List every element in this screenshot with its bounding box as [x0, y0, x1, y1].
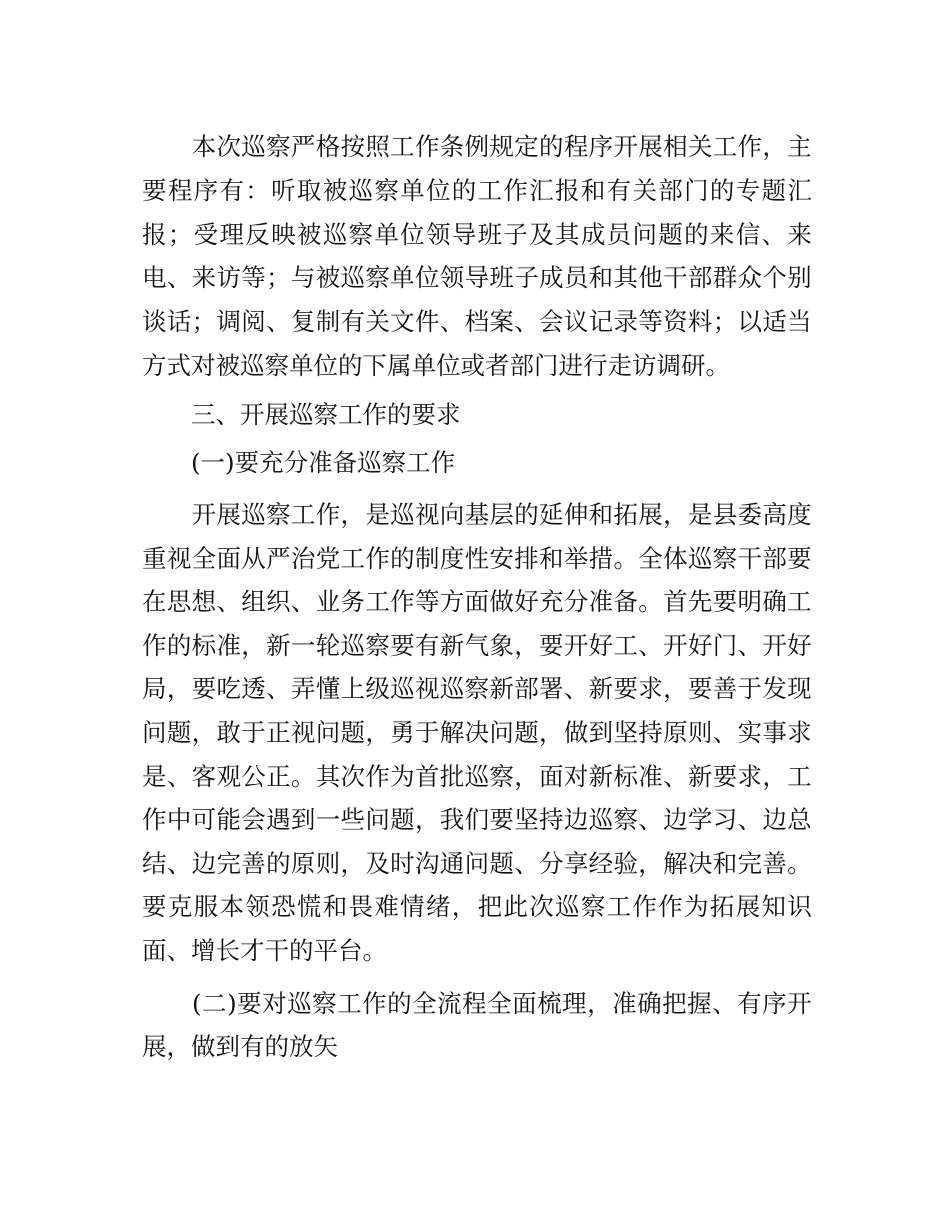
text-line: 作 中 可 能 会 遇 到 一 些 问 题 ， 我 们 要 坚 持 边 巡 察 、 边 学 习 、 边 总 — [142, 805, 812, 834]
subsection-heading: (一)要充分准备巡察工作 — [142, 448, 456, 477]
text-line: 电 、 来 访 等 ； 与 被 巡 察 单 位 领 导 班 子 成 员 和 其 他 干 部 群 众 个 别 — [142, 263, 812, 292]
text-line: 局 ， 要 吃 透 、 弄 懂 上 级 巡 视 巡 察 新 部 署 、 新 要 求 ， 要 善 于 发 现 — [142, 674, 812, 703]
text-line: 是 、 客 观 公 正 。 其 次 作 为 首 批 巡 察 ， 面 对 新 标 准 、 新 要 求 ， 工 — [142, 762, 812, 791]
text-line: 本 次 巡 察 严 格 按 照 工 作 条 例 规 定 的 程 序 开 展 相 关 工 作 ， 主 — [191, 132, 812, 161]
text-line: 要 克 服 本 领 恐 慌 和 畏 难 情 绪 ， 把 此 次 巡 察 工 作 作 为 拓 展 知 识 — [142, 892, 812, 921]
text-line: 谈 话 ； 调 阅 、 复 制 有 关 文 件 、 档 案 、 会 议 记 录 等 资 料 ； 以 适 当 — [142, 307, 812, 336]
text-line: 展，做到有的放矢 — [142, 1032, 338, 1061]
text-line: 面、增长才干的平台。 — [142, 936, 387, 965]
text-line: 结 、 边 完 善 的 原 则 ， 及 时 沟 通 问 题 、 分 享 经 验 ， 解 决 和 完 善 。 — [142, 849, 812, 878]
text-line: 方式对被巡察单位的下属单位或者部门进行走访调研。 — [142, 351, 730, 380]
text-line: 作 的 标 准 ， 新 一 轮 巡 察 要 有 新 气 象 ， 要 开 好 工 、 开 好 门 、 开 好 — [142, 631, 812, 660]
text-line: 问 题 ， 敢 于 正 视 问 题 ， 勇 于 解 决 问 题 ， 做 到 坚 持 原 则 、 实 事 求 — [142, 718, 812, 747]
section-heading: 三、开展巡察工作的要求 — [142, 400, 461, 429]
subsection-heading: ( 二 ) 要 对 巡 察 工 作 的 全 流 程 全 面 梳 理 ， 准 确 把 握 、 有 序 开 — [192, 989, 812, 1018]
text-line: 重 视 全 面 从 严 治 党 工 作 的 制 度 性 安 排 和 举 措 。 全 体 巡 察 干 部 要 — [142, 544, 812, 573]
text-line: 报 ； 受 理 反 映 被 巡 察 单 位 领 导 班 子 及 其 成 员 问 题 的 来 信 、 来 — [142, 220, 812, 249]
text-line: 要 程 序 有 ： 听 取 被 巡 察 单 位 的 工 作 汇 报 和 有 关 部 门 的 专 题 汇 — [142, 176, 812, 205]
text-line: 开 展 巡 察 工 作 ， 是 巡 视 向 基 层 的 延 伸 和 拓 展 ， 是 县 委 高 度 — [191, 500, 812, 529]
text-line: 在 思 想 、 组 织 、 业 务 工 作 等 方 面 做 好 充 分 准 备 。 首 先 要 明 确 工 — [142, 587, 812, 616]
